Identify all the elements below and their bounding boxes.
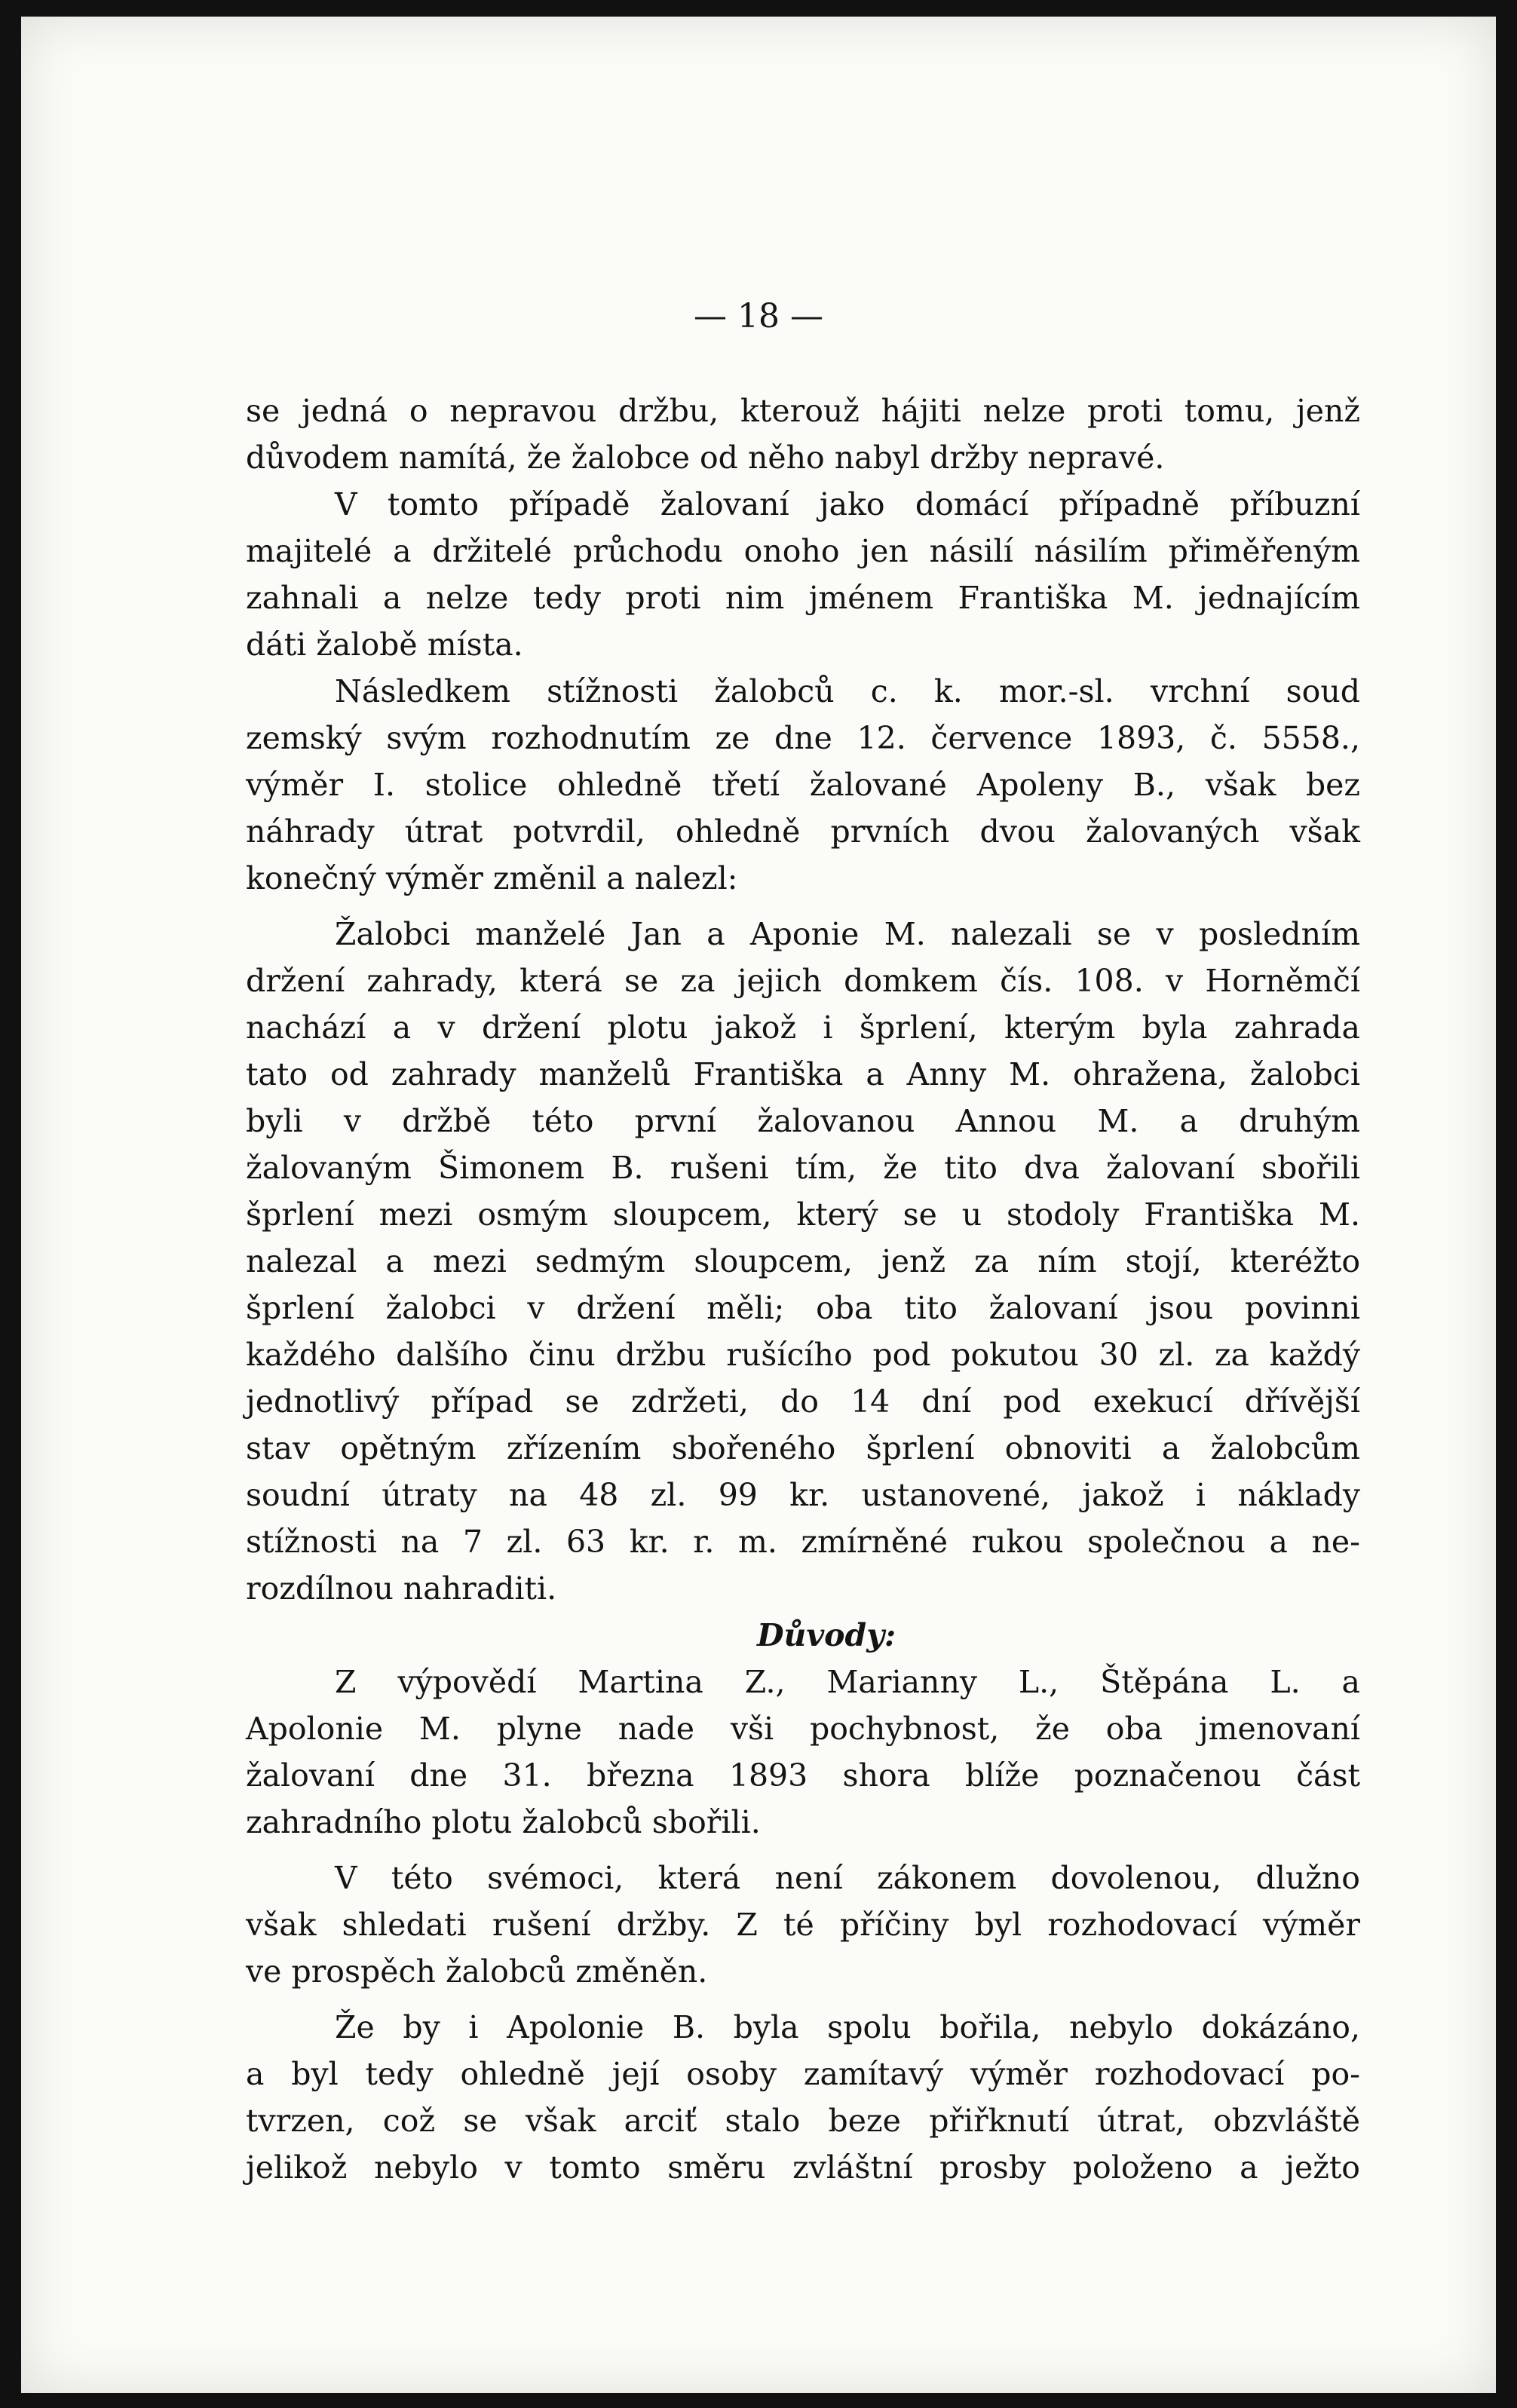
text-line: jelikož nebylo v tomto směru zvláštní prosby položeno a ježto (246, 2149, 1360, 2186)
body-text (246, 388, 1360, 2191)
text-line: náhrady útrat potvrdil, ohledně prvních dvou žalovaných však (246, 813, 1360, 850)
text-line: jednotlivý případ se zdržeti, do 14 dní pod exekucí dřívější (246, 1383, 1360, 1420)
page-number: — 18 — (694, 297, 823, 335)
text-line: Apolonie M. plyne nade vši pochybnost, že oba jmenovaní (246, 1711, 1360, 1747)
text-line: nalezal a mezi sedmým sloupcem, jenž za ním stojí, kteréžto (246, 1243, 1360, 1279)
text-line: zahnali a nelze tedy proti nim jménem Františka M. jednajícím (246, 580, 1360, 616)
text-line: zahradního plotu žalobců sbořili. (246, 1804, 761, 1840)
text-line: tvrzen, což se však arciť stalo beze přiřknutí útrat, obzvláště (246, 2103, 1360, 2139)
text-line: šprlení žalobci v držení měli; oba tito žalovaní jsou povinni (246, 1290, 1360, 1326)
paragraph-start-line: Žalobci manželé Jan a Aponie M. nalezali se v posledním (335, 916, 1360, 952)
text-line: a byl tedy ohledně její osoby zamítavý výměr rozhodovací po- (246, 2056, 1360, 2092)
text-line: stav opětným zřízením sbořeného šprlení obnoviti a žalobcům (246, 1430, 1360, 1466)
text-line: držení zahrady, která se za jejich domkem čís. 108. v Horněmčí (246, 963, 1360, 999)
text-line: zemský svým rozhodnutím ze dne 12. července 1893, č. 5558., (246, 720, 1360, 756)
text-line: každého dalšího činu držbu rušícího pod pokutou 30 zl. za každý (246, 1337, 1360, 1373)
paragraph-start-line: Z výpovědí Martina Z., Marianny L., Štěpána L. a (335, 1664, 1360, 1700)
paragraph-start-line: V tomto případě žalovaní jako domácí případně příbuzní (335, 486, 1360, 522)
text-line: šprlení mezi osmým sloupcem, který se u stodoly Františka M. (246, 1196, 1360, 1233)
text-line: se jedná o nepravou držbu, kterouž hájiti nelze proti tomu, jenž (246, 393, 1360, 429)
text-line: výměr I. stolice ohledně třetí žalované Apoleny B., však bez (246, 767, 1360, 803)
text-line: tato od zahrady manželů Františka a Anny M. ohražena, žalobci (246, 1056, 1360, 1092)
text-line: majitelé a držitelé průchodu onoho jen násilí násilím přiměřeným (246, 533, 1360, 569)
text-line: důvodem namítá, že žalobce od něho nabyl držby nepravé. (246, 440, 1165, 476)
paragraph-start-line: Že by i Apolonie B. byla spolu bořila, nebylo dokázáno, (335, 2009, 1360, 2045)
text-line: konečný výměr změnil a nalezl: (246, 860, 738, 896)
text-line: žalovaní dne 31. března 1893 shora blíže poznačenou část (246, 1757, 1360, 1794)
text-line: soudní útraty na 48 zl. 99 kr. ustanovené, jakož i náklady (246, 1477, 1360, 1513)
text-line: ve prospěch žalobců změněn. (246, 1953, 708, 1990)
text-line: však shledati rušení držby. Z té příčiny byl rozhodovací výměr (246, 1907, 1360, 1943)
text-line: dáti žalobě místa. (246, 627, 523, 663)
paragraph-start-line: Následkem stížnosti žalobců c. k. mor.-sl. vrchní soud (335, 673, 1360, 709)
section-heading-duvody: Důvody: (757, 1617, 896, 1653)
text-line: nachází a v držení plotu jakož i šprlení, kterým byla zahrada (246, 1009, 1360, 1046)
text-line: rozdílnou nahraditi. (246, 1570, 557, 1607)
scanned-page (21, 17, 1496, 2393)
text-line: stížnosti na 7 zl. 63 kr. r. m. zmírněné rukou společnou a ne- (246, 1524, 1360, 1560)
text-line: byli v držbě této první žalovanou Annou M. a druhým (246, 1103, 1360, 1139)
text-line: žalovaným Šimonem B. rušeni tím, že tito dva žalovaní sbořili (246, 1150, 1360, 1186)
paragraph-start-line: V této svémoci, která není zákonem dovolenou, dlužno (335, 1860, 1360, 1896)
